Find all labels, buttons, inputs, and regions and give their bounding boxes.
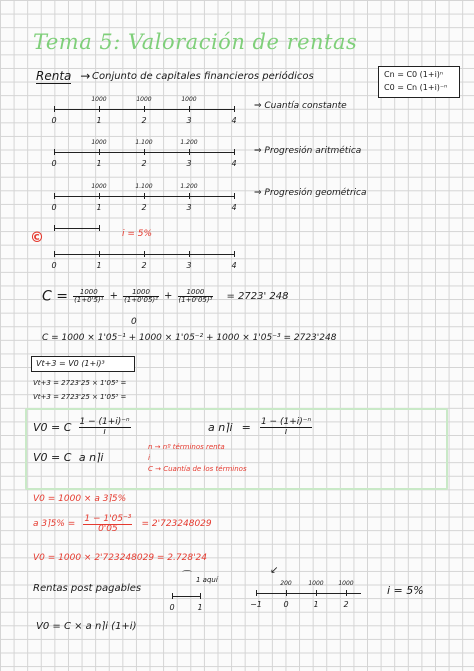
timeline-label: 2 [141,261,147,270]
note-arithmetic: ⇒ Progresión aritmética [254,146,362,156]
timeline-label: 3 [186,159,192,168]
rentas-postpagables: Rentas post pagables [33,583,142,594]
timeline-label: 4 [231,159,237,168]
timeline-amount: 1.200 [180,183,198,190]
annuity-v0-short: V0 = C a n⌉i [33,451,104,464]
vf-formula-box: Vt+3 = V0 (1+i)³ [31,356,135,372]
definition-text: Conjunto de capitales financieros periódicos [92,71,314,82]
formula-c0: C0 = Cn (1+i)⁻ⁿ [384,83,448,92]
calc1-result: = 2723' 248 [226,290,289,302]
timeline-amount: 1000 [308,580,324,587]
timeline-amount: 200 [280,580,292,587]
example-marker-icon: © [30,230,44,246]
note-geometric: ⇒ Progresión geométrica [254,188,367,198]
timeline-label: 2 [141,116,147,125]
aqui-note: 1 aquí [196,576,218,584]
timeline-label: 1 [197,603,203,612]
timeline-label: 2 [141,203,147,212]
note-constant: ⇒ Cuantía constante [254,101,347,111]
timeline-label: 3 [186,203,192,212]
timeline-label: 1 [96,116,102,125]
timeline-label: 4 [231,261,237,270]
page-title: Tema 5: Valoración de rentas [33,30,358,54]
curve-arrow-icon: ⌒ [182,571,192,582]
timeline-label: 0 [283,600,289,609]
timeline-label: 3 [186,116,192,125]
timeline-label: 1 [313,600,319,609]
timeline-label: 0 [51,261,57,270]
timeline-amount: 1000 [136,96,152,103]
calc2-zero: 0 [131,317,137,327]
vf-line2: Vt+3 = 2723'25 × 1'05³ = [33,393,127,401]
check-arrow-icon: ↙ [270,565,279,576]
timeline-amount: 1.200 [180,139,198,146]
note-i: i [148,454,150,462]
timeline-label: 1 [96,159,102,168]
timeline-label: 4 [231,116,237,125]
example-rate: i = 5% [122,229,153,239]
bottom-rate: i = 5% [387,584,424,597]
timeline-label: 0 [51,159,57,168]
calc1-term3: $\frac{1000}{\text{(1+0'05)³}}$ [178,288,213,304]
timeline-label: 2 [141,159,147,168]
timeline-label: 3 [186,261,192,270]
red-v0-line: V0 = 1000 × a 3⌉5% [33,494,127,504]
timeline-label: −1 [250,600,262,609]
timeline-label: 4 [231,203,237,212]
timeline-label: 0 [51,116,57,125]
bottom-formula: V0 = C × a n⌉i (1+i) [36,621,137,632]
calc2-line: C = 1000 × 1'05⁻¹ + 1000 × 1'05⁻² + 1000 × 1'05⁻³ = 2723'248 [42,333,337,343]
timeline-amount: 1000 [338,580,354,587]
timeline-amount: 1.100 [135,183,153,190]
arrow-icon: → [80,69,91,83]
timeline-amount: 1.100 [135,139,153,146]
annuity-formula-1: V0 = C $\frac{\text{1 − (1+i)⁻ⁿ}}{i}$ [33,417,130,437]
red-a-line: a 3⌉5% = $\frac{\text{1 − 1'05⁻³}}{0'05}$ = 2'723248029 [33,514,212,534]
red-v0-result: V0 = 1000 × 2'723248029 = 2.728'24 [33,553,208,563]
timeline-amount: 1000 [181,96,197,103]
timeline-label: 0 [169,603,175,612]
timeline-amount: 1000 [91,96,107,103]
timeline-label: 1 [96,261,102,270]
timeline-label: 2 [343,600,349,609]
timeline-label: 0 [51,203,57,212]
calc1-row: C = $\frac{1000}{\text{(1+0'5)¹}}$ + $\frac{1000}{\text{(1+0'05)²}}$ + $\frac{1000}{\text{(1+0'05)³}}$ = 2723' 248 [42,288,289,305]
timeline-amount: 1000 [91,139,107,146]
formula-cn: Cn = C0 (1+i)ⁿ [384,70,444,79]
timeline-amount: 1000 [91,183,107,190]
vf-line1: Vt+3 = 2723'25 × 1'05³ = [33,379,127,387]
definition-term [36,70,90,82]
formulas-box [378,66,460,98]
timeline-label: 1 [96,203,102,212]
calc1-lhs: C = [42,288,68,305]
annuity-formula-2: a n⌉i = $\frac{\text{1 − (1+i)⁻ⁿ}}{i}$ [208,417,312,437]
calc1-term2: $\frac{1000}{\text{(1+0'05)²}}$ [124,288,158,304]
term-renta: Renta [36,69,72,83]
note-c: C → Cuantía de los términos [148,465,247,473]
calc1-term1: $\frac{1000}{\text{(1+0'5)¹}}$ [74,288,104,304]
note-n: n → nº términos renta [148,443,225,451]
